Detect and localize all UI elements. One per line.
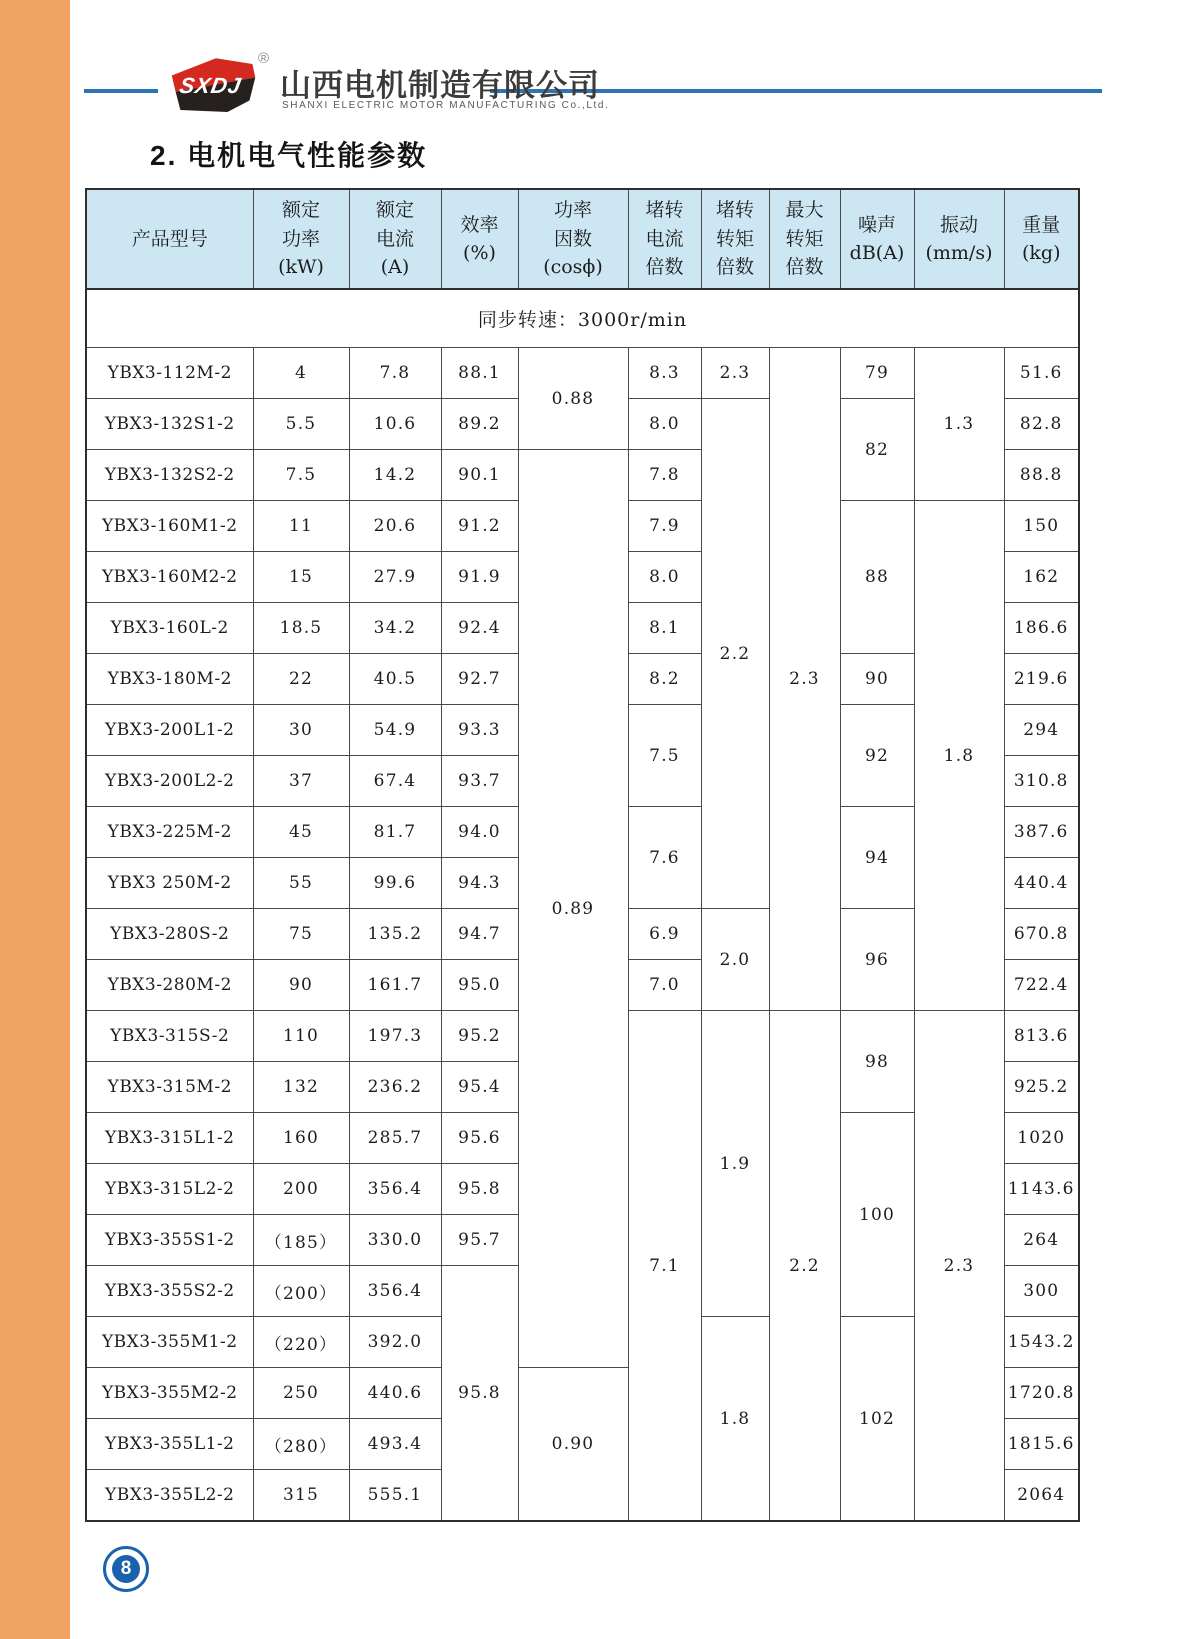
- cell-power: 22: [253, 654, 349, 705]
- cell-model: YBX3-132S2-2: [86, 450, 253, 501]
- cell-power: 5.5: [253, 399, 349, 450]
- cell-power: （280）: [253, 1419, 349, 1470]
- cell-model: YBX3-315S-2: [86, 1011, 253, 1062]
- company-name-en: SHANXI ELECTRIC MOTOR MANUFACTURING Co.,Ltd.: [282, 100, 610, 111]
- section-title: 2. 电机电气性能参数: [150, 140, 428, 171]
- cell-power: 30: [253, 705, 349, 756]
- cell-current: 392.0: [349, 1317, 441, 1368]
- col-header-cos_phi: 功率 因数 (cosϕ): [518, 189, 628, 289]
- cell-noise: 90: [840, 654, 914, 705]
- cell-power: 90: [253, 960, 349, 1011]
- cell-efficiency: 95.2: [441, 1011, 518, 1062]
- cell-efficiency: 95.8: [441, 1266, 518, 1522]
- cell-weight: 150: [1004, 501, 1079, 552]
- cell-lr_current: 8.0: [628, 552, 701, 603]
- cell-max_torque: 2.2: [769, 1011, 840, 1522]
- cell-current: 330.0: [349, 1215, 441, 1266]
- cell-cos_phi: 0.89: [518, 450, 628, 1368]
- cell-weight: 162: [1004, 552, 1079, 603]
- cell-efficiency: 95.6: [441, 1113, 518, 1164]
- cell-model: YBX3-160L-2: [86, 603, 253, 654]
- col-header-model: 产品型号: [86, 189, 253, 289]
- cell-weight: 1543.2: [1004, 1317, 1079, 1368]
- cell-lr_current: 7.1: [628, 1011, 701, 1522]
- cell-current: 7.8: [349, 348, 441, 399]
- cell-lr_current: 8.3: [628, 348, 701, 399]
- table-row: [86, 348, 1079, 399]
- cell-model: YBX3-160M2-2: [86, 552, 253, 603]
- cell-current: 27.9: [349, 552, 441, 603]
- cell-vibration: 2.3: [914, 1011, 1004, 1522]
- logo-text: SXDJ: [177, 72, 244, 98]
- cell-model: YBX3-180M-2: [86, 654, 253, 705]
- cell-model: YBX3-225M-2: [86, 807, 253, 858]
- cell-power: 55: [253, 858, 349, 909]
- cell-cos_phi: 0.88: [518, 348, 628, 450]
- cell-weight: 1720.8: [1004, 1368, 1079, 1419]
- cell-noise: 98: [840, 1011, 914, 1113]
- cell-lr_torque: 2.3: [701, 348, 769, 399]
- cell-noise: 100: [840, 1113, 914, 1317]
- spec-table-body: [86, 289, 1079, 1521]
- cell-weight: 264: [1004, 1215, 1079, 1266]
- cell-efficiency: 94.7: [441, 909, 518, 960]
- cell-efficiency: 91.2: [441, 501, 518, 552]
- sync-speed-label: 同步转速：3000r/min: [86, 289, 1079, 348]
- cell-weight: 219.6: [1004, 654, 1079, 705]
- cell-lr_current: 7.0: [628, 960, 701, 1011]
- col-header-lr_current: 堵转 电流 倍数: [628, 189, 701, 289]
- cell-noise: 79: [840, 348, 914, 399]
- sync-speed-row: [86, 289, 1079, 348]
- page-number: 8: [112, 1555, 140, 1583]
- cell-power: 11: [253, 501, 349, 552]
- col-header-weight: 重量 (kg): [1004, 189, 1079, 289]
- left-accent-bar: [0, 0, 70, 1639]
- cell-noise: 88: [840, 501, 914, 654]
- cell-current: 10.6: [349, 399, 441, 450]
- cell-lr_current: 7.5: [628, 705, 701, 807]
- cell-model: YBX3-112M-2: [86, 348, 253, 399]
- cell-current: 40.5: [349, 654, 441, 705]
- cell-efficiency: 89.2: [441, 399, 518, 450]
- cell-power: 15: [253, 552, 349, 603]
- cell-efficiency: 93.7: [441, 756, 518, 807]
- cell-noise: 92: [840, 705, 914, 807]
- cell-lr_current: 8.1: [628, 603, 701, 654]
- cell-weight: 294: [1004, 705, 1079, 756]
- cell-model: YBX3-200L2-2: [86, 756, 253, 807]
- registered-trademark-icon: ®: [258, 50, 270, 67]
- col-header-lr_torque: 堵转 转矩 倍数: [701, 189, 769, 289]
- cell-weight: 51.6: [1004, 348, 1079, 399]
- cell-model: YBX3-355M1-2: [86, 1317, 253, 1368]
- cell-weight: 813.6: [1004, 1011, 1079, 1062]
- cell-current: 67.4: [349, 756, 441, 807]
- cell-weight: 387.6: [1004, 807, 1079, 858]
- cell-current: 81.7: [349, 807, 441, 858]
- cell-power: 160: [253, 1113, 349, 1164]
- cell-model: YBX3-280M-2: [86, 960, 253, 1011]
- cell-power: 7.5: [253, 450, 349, 501]
- cell-lr_torque: 2.2: [701, 399, 769, 909]
- cell-power: （200）: [253, 1266, 349, 1317]
- col-header-max_torque: 最大 转矩 倍数: [769, 189, 840, 289]
- cell-noise: 82: [840, 399, 914, 501]
- cell-current: 20.6: [349, 501, 441, 552]
- cell-current: 54.9: [349, 705, 441, 756]
- cell-lr_torque: 1.8: [701, 1317, 769, 1522]
- cell-noise: 102: [840, 1317, 914, 1522]
- cell-noise: 94: [840, 807, 914, 909]
- cell-power: 45: [253, 807, 349, 858]
- cell-weight: 82.8: [1004, 399, 1079, 450]
- cell-efficiency: 92.7: [441, 654, 518, 705]
- cell-cos_phi: 0.90: [518, 1368, 628, 1522]
- cell-vibration: 1.8: [914, 501, 1004, 1011]
- cell-power: 4: [253, 348, 349, 399]
- cell-model: YBX3-355L1-2: [86, 1419, 253, 1470]
- cell-efficiency: 94.3: [441, 858, 518, 909]
- header-rule-left: [84, 89, 158, 93]
- cell-model: YBX3-315L2-2: [86, 1164, 253, 1215]
- cell-weight: 2064: [1004, 1470, 1079, 1522]
- cell-current: 285.7: [349, 1113, 441, 1164]
- cell-weight: 670.8: [1004, 909, 1079, 960]
- cell-current: 236.2: [349, 1062, 441, 1113]
- cell-model: YBX3-355S2-2: [86, 1266, 253, 1317]
- col-header-vibration: 振动 (mm/s): [914, 189, 1004, 289]
- col-header-power: 额定 功率 (kW): [253, 189, 349, 289]
- cell-efficiency: 95.0: [441, 960, 518, 1011]
- cell-model: YBX3-132S1-2: [86, 399, 253, 450]
- col-header-efficiency: 效率 (%): [441, 189, 518, 289]
- cell-weight: 440.4: [1004, 858, 1079, 909]
- cell-lr_current: 8.0: [628, 399, 701, 450]
- cell-vibration: 1.3: [914, 348, 1004, 501]
- cell-power: （220）: [253, 1317, 349, 1368]
- cell-power: 75: [253, 909, 349, 960]
- cell-model: YBX3-280S-2: [86, 909, 253, 960]
- cell-lr_current: 7.9: [628, 501, 701, 552]
- cell-current: 440.6: [349, 1368, 441, 1419]
- company-logo-icon: [166, 54, 262, 120]
- cell-efficiency: 95.4: [441, 1062, 518, 1113]
- cell-lr_current: 7.8: [628, 450, 701, 501]
- cell-noise: 96: [840, 909, 914, 1011]
- cell-current: 356.4: [349, 1164, 441, 1215]
- cell-lr_current: 6.9: [628, 909, 701, 960]
- cell-max_torque: 2.3: [769, 348, 840, 1011]
- cell-weight: 310.8: [1004, 756, 1079, 807]
- cell-power: 250: [253, 1368, 349, 1419]
- cell-current: 34.2: [349, 603, 441, 654]
- cell-model: YBX3 250M-2: [86, 858, 253, 909]
- cell-power: 315: [253, 1470, 349, 1522]
- cell-weight: 1815.6: [1004, 1419, 1079, 1470]
- cell-model: YBX3-200L1-2: [86, 705, 253, 756]
- cell-power: 110: [253, 1011, 349, 1062]
- cell-lr_current: 8.2: [628, 654, 701, 705]
- cell-efficiency: 95.8: [441, 1164, 518, 1215]
- cell-model: YBX3-315M-2: [86, 1062, 253, 1113]
- cell-efficiency: 88.1: [441, 348, 518, 399]
- cell-weight: 1143.6: [1004, 1164, 1079, 1215]
- cell-weight: 88.8: [1004, 450, 1079, 501]
- cell-model: YBX3-355L2-2: [86, 1470, 253, 1522]
- col-header-noise: 噪声 dB(A): [840, 189, 914, 289]
- cell-current: 14.2: [349, 450, 441, 501]
- spec-table: [85, 188, 1080, 1522]
- cell-power: （185）: [253, 1215, 349, 1266]
- cell-power: 37: [253, 756, 349, 807]
- cell-current: 161.7: [349, 960, 441, 1011]
- cell-weight: 722.4: [1004, 960, 1079, 1011]
- cell-power: 18.5: [253, 603, 349, 654]
- page-number-badge: [103, 1546, 149, 1592]
- cell-model: YBX3-355M2-2: [86, 1368, 253, 1419]
- cell-current: 197.3: [349, 1011, 441, 1062]
- cell-efficiency: 91.9: [441, 552, 518, 603]
- cell-lr_torque: 2.0: [701, 909, 769, 1011]
- cell-efficiency: 90.1: [441, 450, 518, 501]
- cell-current: 555.1: [349, 1470, 441, 1522]
- cell-model: YBX3-160M1-2: [86, 501, 253, 552]
- cell-efficiency: 94.0: [441, 807, 518, 858]
- cell-lr_torque: 1.9: [701, 1011, 769, 1317]
- cell-weight: 186.6: [1004, 603, 1079, 654]
- cell-power: 200: [253, 1164, 349, 1215]
- cell-model: YBX3-315L1-2: [86, 1113, 253, 1164]
- col-header-current: 额定 电流 (A): [349, 189, 441, 289]
- cell-power: 132: [253, 1062, 349, 1113]
- cell-current: 135.2: [349, 909, 441, 960]
- cell-weight: 1020: [1004, 1113, 1079, 1164]
- cell-lr_current: 7.6: [628, 807, 701, 909]
- spec-table-header-row: [86, 189, 1079, 289]
- cell-weight: 925.2: [1004, 1062, 1079, 1113]
- cell-efficiency: 93.3: [441, 705, 518, 756]
- cell-model: YBX3-355S1-2: [86, 1215, 253, 1266]
- cell-current: 493.4: [349, 1419, 441, 1470]
- cell-weight: 300: [1004, 1266, 1079, 1317]
- company-name-cn: 山西电机制造有限公司: [280, 68, 600, 103]
- cell-efficiency: 92.4: [441, 603, 518, 654]
- cell-current: 99.6: [349, 858, 441, 909]
- cell-current: 356.4: [349, 1266, 441, 1317]
- cell-efficiency: 95.7: [441, 1215, 518, 1266]
